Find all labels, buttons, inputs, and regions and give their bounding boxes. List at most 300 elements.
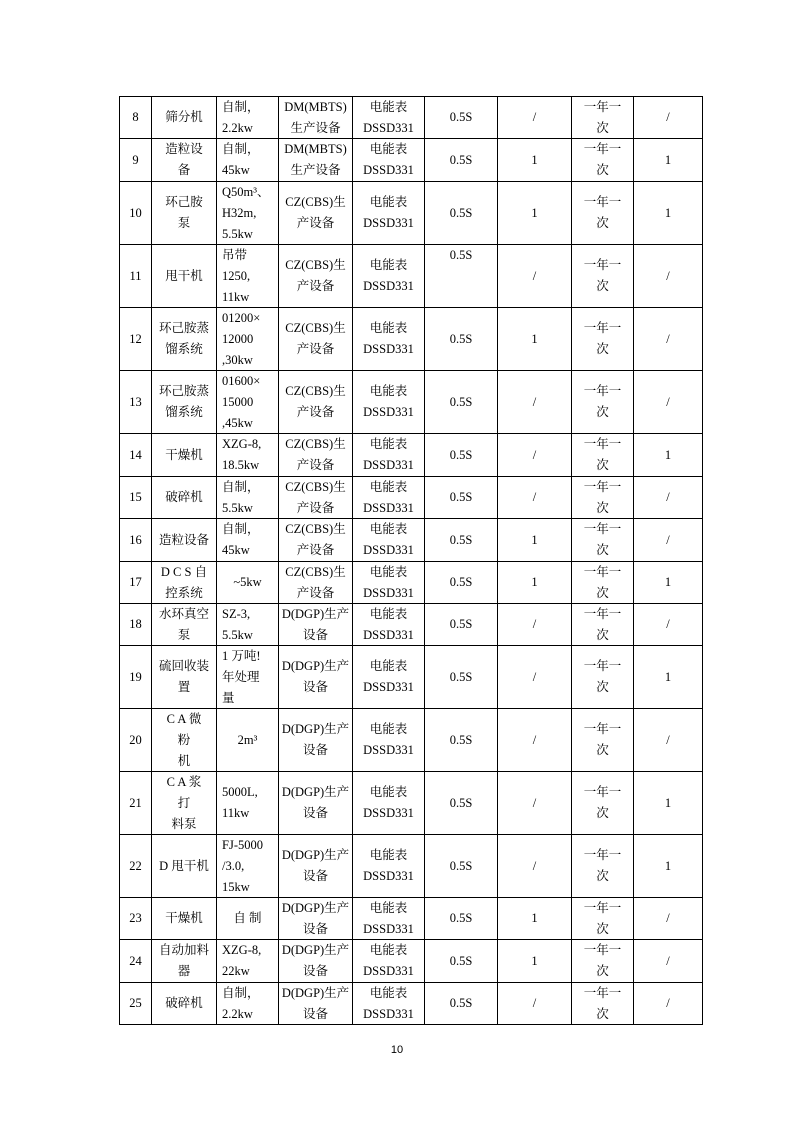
equipment-name-cell	[152, 245, 217, 307]
meter-model-cell	[353, 835, 425, 897]
equipment-meter-table	[119, 96, 703, 1025]
row-number: 19	[129, 669, 142, 684]
mark-column-1: /	[532, 110, 537, 124]
equipment-name: 破碎机	[165, 490, 203, 504]
meter-model-cell	[353, 519, 425, 561]
mark-column-1-cell	[498, 97, 572, 138]
accuracy-class-cell	[425, 434, 498, 476]
calibration-period: 一年一 次	[583, 659, 622, 694]
mark-column-1: 1	[531, 953, 538, 968]
meter-model: 电能表 DSSD331	[363, 785, 414, 820]
mark-column-2-cell	[634, 477, 703, 518]
equipment-name: 干燥机	[165, 447, 203, 462]
row-number: 23	[129, 911, 142, 925]
mark-column-2-cell	[634, 97, 703, 138]
row-number: 25	[129, 996, 142, 1010]
mark-column-1-cell	[498, 709, 572, 771]
row-number-cell	[120, 562, 152, 603]
equipment-name: C A 微 粉 机	[166, 711, 202, 768]
accuracy-class-cell	[425, 97, 498, 138]
calibration-period: 一年一 次	[583, 522, 622, 557]
table-row	[120, 835, 703, 898]
row-number: 8	[132, 110, 139, 124]
equipment-spec-cell	[217, 434, 279, 476]
equipment-name: 环己胺 泵	[165, 195, 203, 230]
mark-column-1: 1	[531, 911, 538, 925]
mark-column-1-cell	[498, 371, 572, 433]
mark-column-2: /	[666, 532, 670, 547]
mark-column-1: /	[532, 394, 537, 409]
equipment-name-cell	[152, 519, 217, 561]
equipment-name: 筛分机	[165, 110, 203, 124]
equipment-name-cell	[152, 835, 217, 897]
accuracy-class-cell	[425, 835, 498, 897]
accuracy-class-cell	[425, 371, 498, 433]
calibration-period-cell	[572, 434, 634, 476]
accuracy-class: 0.5S	[449, 669, 473, 684]
equipment-category-cell	[279, 139, 353, 181]
equipment-category: CZ(CBS)生 产设备	[285, 195, 346, 230]
table-row	[120, 245, 703, 308]
equipment-category-cell	[279, 604, 353, 645]
accuracy-class-cell	[425, 182, 498, 244]
mark-column-2-cell	[634, 308, 703, 370]
equipment-spec: 自制， 2.2kw	[222, 99, 260, 135]
calibration-period-cell	[572, 477, 634, 518]
meter-model: 电能表 DSSD331	[363, 437, 414, 472]
equipment-spec-cell	[217, 772, 279, 834]
mark-column-1: /	[532, 669, 537, 684]
row-number-cell	[120, 434, 152, 476]
mark-column-1: /	[532, 268, 537, 283]
meter-model: 电能表 DSSD331	[363, 659, 414, 694]
meter-model-cell	[353, 245, 425, 307]
row-number: 21	[129, 795, 142, 810]
accuracy-class-cell	[425, 709, 498, 771]
equipment-spec: 自制， 45kw	[222, 522, 260, 557]
mark-column-2: /	[666, 996, 670, 1010]
row-number: 11	[129, 268, 142, 283]
calibration-period: 一年一 次	[583, 384, 622, 419]
meter-model: 电能表 DSSD331	[363, 479, 414, 515]
equipment-category-cell	[279, 434, 353, 476]
mark-column-1-cell	[498, 139, 572, 181]
equipment-category: DM(MBTS) 生产设备	[284, 99, 347, 135]
mark-column-2-cell	[634, 772, 703, 834]
mark-column-2: /	[666, 911, 670, 925]
table-row	[120, 477, 703, 519]
accuracy-class-cell	[425, 940, 498, 982]
calibration-period: 一年一 次	[583, 848, 622, 883]
equipment-name: 干燥机	[165, 911, 203, 925]
row-number-cell	[120, 835, 152, 897]
mark-column-2-cell	[634, 898, 703, 939]
equipment-spec-cell	[217, 983, 279, 1024]
equipment-name: 水环真空 泵	[158, 606, 209, 642]
accuracy-class: 0.5S	[449, 532, 473, 547]
calibration-period: 一年一 次	[583, 99, 622, 135]
row-number-cell	[120, 709, 152, 771]
equipment-spec-cell	[217, 646, 279, 708]
equipment-spec: FJ-5000 /3.0, 15kw	[222, 837, 263, 894]
calibration-period-cell	[572, 245, 634, 307]
accuracy-class: 0.5S	[449, 858, 473, 873]
equipment-name-cell	[152, 646, 217, 708]
equipment-spec-cell	[217, 477, 279, 518]
calibration-period-cell	[572, 709, 634, 771]
equipment-category: DM(MBTS) 生产设备	[284, 142, 347, 177]
accuracy-class: 0.5S	[449, 996, 473, 1010]
meter-model-cell	[353, 940, 425, 982]
row-number-cell	[120, 97, 152, 138]
calibration-period-cell	[572, 519, 634, 561]
equipment-category-cell	[279, 245, 353, 307]
mark-column-2-cell	[634, 434, 703, 476]
accuracy-class: 0.5S	[449, 331, 473, 346]
row-number: 13	[129, 394, 142, 409]
mark-column-2: 1	[664, 858, 672, 873]
row-number: 14	[129, 447, 142, 462]
mark-column-1: /	[532, 732, 537, 747]
equipment-spec: 2m³	[237, 732, 258, 747]
accuracy-class-cell	[425, 308, 498, 370]
accuracy-class: 0.5S	[449, 911, 473, 925]
mark-column-1: /	[532, 447, 537, 462]
accuracy-class-cell	[425, 245, 498, 307]
calibration-period-cell	[572, 371, 634, 433]
row-number-cell	[120, 519, 152, 561]
equipment-name: 硫回收装 置	[158, 659, 209, 694]
mark-column-1: /	[532, 795, 537, 810]
mark-column-2-cell	[634, 604, 703, 645]
meter-model: 电能表 DSSD331	[363, 943, 414, 978]
mark-column-1-cell	[498, 434, 572, 476]
row-number: 18	[129, 617, 142, 631]
calibration-period-cell	[572, 182, 634, 244]
calibration-period: 一年一 次	[583, 606, 622, 642]
equipment-spec-cell	[217, 562, 279, 603]
calibration-period: 一年一 次	[583, 321, 622, 356]
equipment-name: 环己胺蒸 馏系统	[158, 384, 209, 419]
equipment-category-cell	[279, 772, 353, 834]
equipment-spec: SZ-3, 5.5kw	[222, 606, 253, 642]
equipment-name: 造粒设 备	[165, 142, 203, 177]
equipment-name: D 甩干机	[159, 858, 209, 873]
equipment-name-cell	[152, 983, 217, 1024]
meter-model-cell	[353, 604, 425, 645]
accuracy-class: 0.5S	[449, 152, 473, 167]
equipment-category-cell	[279, 940, 353, 982]
equipment-category-cell	[279, 182, 353, 244]
equipment-spec: 自制， 2.2kw	[222, 985, 260, 1021]
calibration-period: 一年一 次	[583, 900, 622, 936]
accuracy-class: 0.5S	[449, 394, 473, 409]
mark-column-1: 1	[531, 205, 538, 220]
equipment-name-cell	[152, 371, 217, 433]
mark-column-2: /	[666, 110, 670, 124]
accuracy-class-cell	[425, 139, 498, 181]
equipment-name: C A 浆 打 料泵	[166, 774, 202, 831]
row-number: 10	[129, 205, 142, 220]
row-number-cell	[120, 772, 152, 834]
table-row	[120, 97, 703, 139]
accuracy-class: 0.5S	[449, 732, 473, 747]
table-row	[120, 562, 703, 604]
meter-model: 电能表 DSSD331	[363, 564, 414, 600]
equipment-category: CZ(CBS)生 产设备	[285, 479, 346, 515]
calibration-period-cell	[572, 835, 634, 897]
equipment-spec-cell	[217, 940, 279, 982]
equipment-spec: 5000L, 11kw	[222, 785, 258, 820]
calibration-period: 一年一 次	[583, 985, 622, 1021]
meter-model: 电能表 DSSD331	[363, 258, 414, 293]
meter-model: 电能表 DSSD331	[363, 900, 414, 936]
calibration-period-cell	[572, 772, 634, 834]
mark-column-2: /	[666, 394, 670, 409]
equipment-category: CZ(CBS)生 产设备	[285, 437, 346, 472]
accuracy-class: 0.5S	[449, 953, 473, 968]
calibration-period-cell	[572, 983, 634, 1024]
mark-column-2-cell	[634, 835, 703, 897]
mark-column-1-cell	[498, 646, 572, 708]
row-number-cell	[120, 477, 152, 518]
equipment-spec-cell	[217, 245, 279, 307]
equipment-category: CZ(CBS)生 产设备	[285, 258, 346, 293]
equipment-category: D(DGP)生产 设备	[281, 985, 350, 1021]
page-number: 10	[390, 1044, 404, 1056]
equipment-category-cell	[279, 646, 353, 708]
row-number: 17	[129, 575, 142, 589]
equipment-spec-cell	[217, 371, 279, 433]
meter-model-cell	[353, 97, 425, 138]
equipment-spec-cell	[217, 604, 279, 645]
equipment-name-cell	[152, 940, 217, 982]
mark-column-1-cell	[498, 477, 572, 518]
meter-model-cell	[353, 371, 425, 433]
equipment-spec: 01200× 12000 ,30kw	[222, 310, 261, 367]
mark-column-1: /	[532, 490, 537, 504]
mark-column-2-cell	[634, 646, 703, 708]
meter-model: 电能表 DSSD331	[363, 522, 414, 557]
calibration-period: 一年一 次	[583, 785, 622, 820]
equipment-category: CZ(CBS)生 产设备	[285, 384, 346, 419]
row-number: 20	[129, 732, 142, 747]
equipment-spec-cell	[217, 182, 279, 244]
mark-column-2: 1	[664, 795, 672, 810]
table-row	[120, 519, 703, 562]
calibration-period-cell	[572, 604, 634, 645]
equipment-name-cell	[152, 562, 217, 603]
mark-column-1: 1	[531, 331, 538, 346]
equipment-name-cell	[152, 97, 217, 138]
equipment-name-cell	[152, 604, 217, 645]
equipment-category-cell	[279, 371, 353, 433]
calibration-period: 一年一 次	[583, 722, 622, 757]
meter-model: 电能表 DSSD331	[363, 321, 414, 356]
mark-column-1-cell	[498, 835, 572, 897]
equipment-category: CZ(CBS)生 产设备	[285, 564, 346, 600]
mark-column-2-cell	[634, 519, 703, 561]
row-number: 16	[129, 532, 142, 547]
mark-column-2-cell	[634, 245, 703, 307]
mark-column-2-cell	[634, 709, 703, 771]
calibration-period-cell	[572, 562, 634, 603]
meter-model: 电能表 DSSD331	[363, 195, 414, 230]
mark-column-2-cell	[634, 371, 703, 433]
row-number-cell	[120, 898, 152, 939]
meter-model-cell	[353, 562, 425, 603]
equipment-name-cell	[152, 709, 217, 771]
equipment-name: 造粒设备	[158, 532, 209, 547]
row-number-cell	[120, 604, 152, 645]
table-row	[120, 940, 703, 983]
mark-column-2: 1	[664, 575, 672, 589]
row-number: 9	[132, 152, 139, 167]
table-row	[120, 772, 703, 835]
equipment-name-cell	[152, 182, 217, 244]
equipment-spec: 01600× 15000 ,45kw	[222, 373, 261, 430]
equipment-name: 自动加料 器	[158, 943, 209, 978]
meter-model: 电能表 DSSD331	[363, 985, 414, 1021]
meter-model: 电能表 DSSD331	[363, 384, 414, 419]
accuracy-class-cell	[425, 772, 498, 834]
row-number: 15	[129, 490, 142, 504]
accuracy-class: 0.5S	[449, 575, 473, 589]
table-row	[120, 308, 703, 371]
meter-model-cell	[353, 898, 425, 939]
equipment-spec: 自制， 5.5kw	[222, 479, 260, 515]
row-number-cell	[120, 308, 152, 370]
equipment-name: 甩干机	[165, 268, 203, 283]
equipment-spec-cell	[217, 308, 279, 370]
equipment-spec: 自制， 45kw	[222, 142, 260, 177]
equipment-spec-cell	[217, 898, 279, 939]
calibration-period: 一年一 次	[583, 195, 622, 230]
mark-column-1: 1	[531, 152, 538, 167]
equipment-spec: 1 万吨! 年处理 量	[222, 648, 261, 705]
mark-column-2: /	[666, 617, 670, 631]
equipment-category-cell	[279, 983, 353, 1024]
equipment-category-cell	[279, 477, 353, 518]
equipment-category: CZ(CBS)生 产设备	[285, 522, 346, 557]
equipment-category-cell	[279, 97, 353, 138]
accuracy-class: 0.5S	[449, 795, 473, 810]
equipment-spec-cell	[217, 139, 279, 181]
equipment-category: D(DGP)生产 设备	[281, 785, 350, 820]
mark-column-1-cell	[498, 245, 572, 307]
equipment-category: D(DGP)生产 设备	[281, 659, 350, 694]
table-row	[120, 434, 703, 477]
mark-column-1-cell	[498, 182, 572, 244]
equipment-name-cell	[152, 898, 217, 939]
mark-column-1-cell	[498, 772, 572, 834]
mark-column-1: /	[532, 858, 537, 873]
mark-column-2: /	[666, 732, 670, 747]
meter-model-cell	[353, 139, 425, 181]
row-number-cell	[120, 245, 152, 307]
table-row	[120, 898, 703, 940]
equipment-spec: 自 制	[233, 911, 262, 925]
calibration-period-cell	[572, 97, 634, 138]
calibration-period: 一年一 次	[583, 479, 622, 515]
mark-column-2: 1	[664, 669, 672, 684]
calibration-period: 一年一 次	[583, 437, 622, 472]
calibration-period: 一年一 次	[583, 943, 622, 978]
equipment-category: D(DGP)生产 设备	[281, 900, 350, 936]
equipment-spec: XZG-8, 18.5kw	[222, 437, 262, 472]
table-row	[120, 371, 703, 434]
accuracy-class-cell	[425, 604, 498, 645]
equipment-spec-cell	[217, 835, 279, 897]
mark-column-1: /	[532, 617, 537, 631]
calibration-period-cell	[572, 308, 634, 370]
calibration-period: 一年一 次	[583, 258, 622, 293]
calibration-period: 一年一 次	[583, 564, 622, 600]
mark-column-1-cell	[498, 308, 572, 370]
table-row	[120, 709, 703, 772]
accuracy-class-cell	[425, 646, 498, 708]
accuracy-class: 0.5S	[449, 617, 473, 631]
mark-column-2-cell	[634, 562, 703, 603]
equipment-name-cell	[152, 477, 217, 518]
row-number: 24	[129, 953, 142, 968]
equipment-spec: Q50m³、 H32m, 5.5kw	[222, 184, 270, 241]
mark-column-1-cell	[498, 604, 572, 645]
mark-column-2-cell	[634, 983, 703, 1024]
accuracy-class-cell	[425, 562, 498, 603]
accuracy-class: 0.5S	[449, 110, 473, 124]
mark-column-2-cell	[634, 182, 703, 244]
equipment-name-cell	[152, 139, 217, 181]
mark-column-1-cell	[498, 519, 572, 561]
mark-column-1: /	[532, 996, 537, 1010]
calibration-period-cell	[572, 139, 634, 181]
mark-column-2: /	[666, 331, 670, 346]
table-row	[120, 646, 703, 709]
table-row	[120, 139, 703, 182]
calibration-period-cell	[572, 646, 634, 708]
row-number-cell	[120, 983, 152, 1024]
meter-model: 电能表 DSSD331	[363, 99, 414, 135]
meter-model-cell	[353, 308, 425, 370]
mark-column-2: 1	[664, 447, 672, 462]
accuracy-class: 0.5S	[449, 447, 473, 462]
calibration-period: 一年一 次	[583, 142, 622, 177]
equipment-name: 环己胺蒸 馏系统	[158, 321, 209, 356]
row-number-cell	[120, 139, 152, 181]
calibration-period-cell	[572, 898, 634, 939]
equipment-spec-cell	[217, 519, 279, 561]
table-row	[120, 604, 703, 646]
equipment-name-cell	[152, 434, 217, 476]
equipment-name: 破碎机	[165, 996, 203, 1010]
meter-model-cell	[353, 983, 425, 1024]
mark-column-1-cell	[498, 562, 572, 603]
equipment-spec: 吊带 1250, 11kw	[222, 247, 251, 304]
equipment-name-cell	[152, 772, 217, 834]
meter-model-cell	[353, 477, 425, 518]
accuracy-class: 0.5S	[449, 205, 473, 220]
table-row	[120, 182, 703, 245]
row-number-cell	[120, 371, 152, 433]
table-row	[120, 983, 703, 1025]
row-number-cell	[120, 182, 152, 244]
accuracy-class-cell	[425, 477, 498, 518]
mark-column-1-cell	[498, 898, 572, 939]
row-number: 22	[129, 858, 142, 873]
equipment-category: CZ(CBS)生 产设备	[285, 321, 346, 356]
equipment-spec-cell	[217, 709, 279, 771]
